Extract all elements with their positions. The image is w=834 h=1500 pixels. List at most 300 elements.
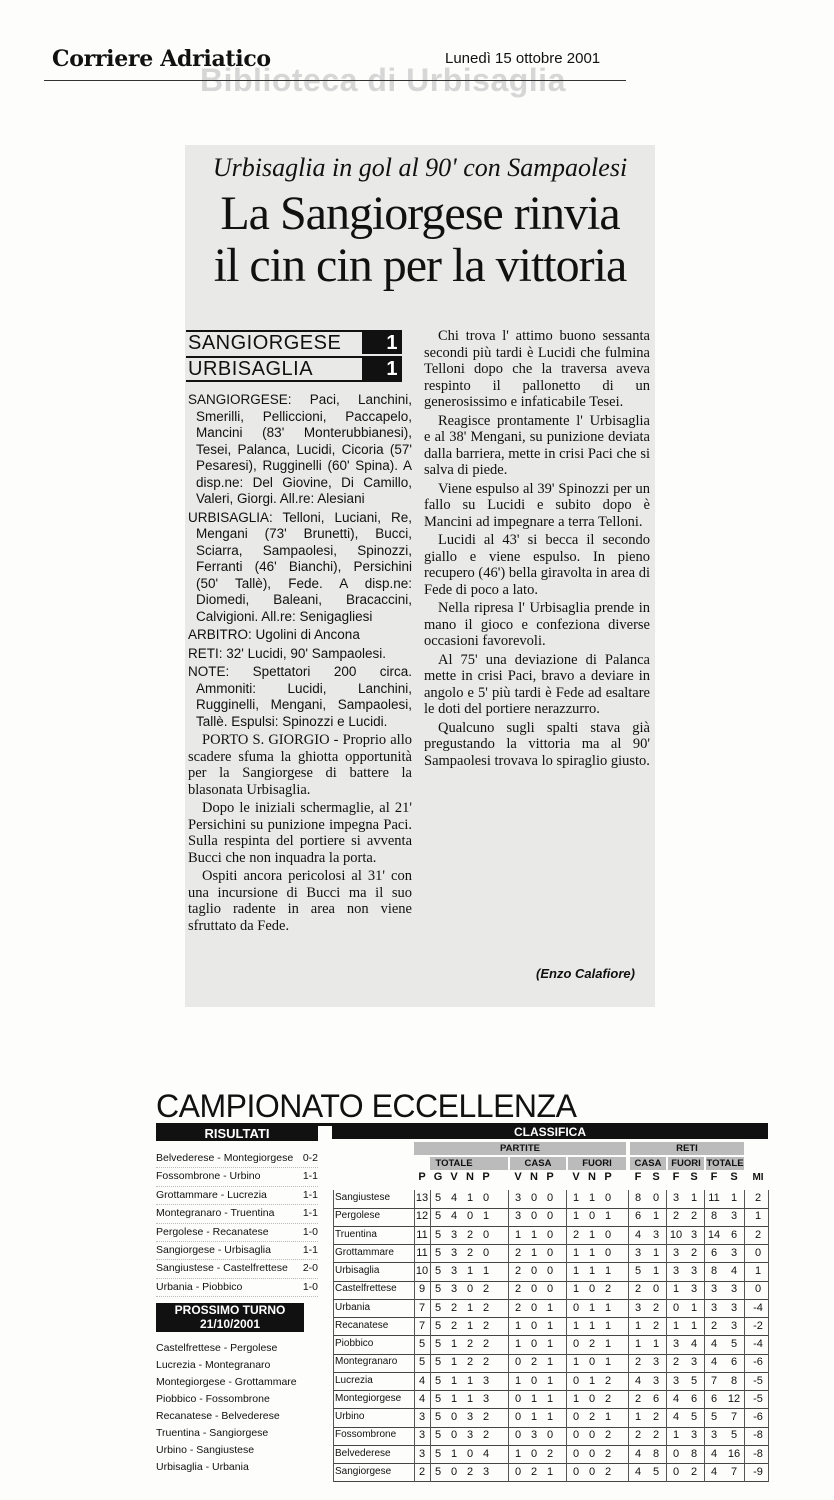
standings-value: 5 (434, 1210, 442, 1223)
next-round-list (156, 1340, 318, 1476)
standings-value: 1 (588, 1301, 596, 1314)
match-referee: ARBITRO: Ugolini di Ancona (188, 627, 360, 642)
standings-value: 1 (588, 1246, 596, 1259)
standings-value: 11 (416, 1228, 428, 1241)
standings-value: 1 (572, 1392, 580, 1405)
standings-value: 0 (588, 1210, 596, 1223)
standings-value: -4 (753, 1301, 763, 1314)
standings-value: 3 (634, 1301, 642, 1314)
column-letter: G (433, 1171, 443, 1183)
standings-value: 3 (652, 1356, 660, 1369)
standings-value: 0 (530, 1210, 538, 1223)
standings-value: 0 (546, 1265, 554, 1277)
home-team-name: SANGIORGESE (188, 332, 342, 354)
standings-value: 0 (514, 1465, 522, 1478)
grid-line (508, 1190, 509, 1482)
standings-value: 0 (572, 1447, 580, 1460)
standings-value: 2 (588, 1338, 596, 1350)
lineup-urbisaglia: URBISAGLIA: Telloni, Luciani, Re, Mengani (73' Brunetti), Bucci, Sciarra, Sampaolesi, Spinozzi, Ferranti (46' Bianchi), Persichini (50' Tallè), Fede. A disp.ne: Diomedi, Baleani, Bracaccini, Calvigioni. All.re: Senigagliesi (188, 509, 412, 624)
article-column-left (188, 392, 412, 936)
standings-value: 1 (450, 1447, 458, 1460)
column-letter: F (710, 1171, 718, 1183)
result-row (156, 1242, 318, 1260)
standings-value: 1 (730, 1192, 738, 1204)
standings-value: 3 (672, 1374, 680, 1387)
result-score: 1-1 (302, 1170, 318, 1183)
standings-value: 3 (482, 1374, 490, 1387)
standings-value: 5 (690, 1411, 698, 1423)
standings-value: 0 (572, 1465, 580, 1478)
article-paragraph: Chi trova l' attimo buono sessanta secondi più tardi è Lucidi che fulmina Telloni dopo che la traversa aveva respinto il pallonetto di un generosissimo e infaticabile Tesei. (424, 328, 650, 410)
standings-value: -8 (753, 1429, 763, 1442)
team-name: Sangiorgese (335, 1465, 392, 1477)
result-row (156, 1224, 318, 1242)
standings-value: 4 (634, 1447, 642, 1460)
library-watermark: Biblioteca di Urbisaglia (200, 62, 566, 98)
standings-value: 4 (710, 1465, 718, 1478)
standings-value: 5 (634, 1265, 642, 1277)
standings-value: 2 (652, 1301, 660, 1314)
reti-fuori-label: FUORI (671, 1158, 701, 1169)
team-name: Truentina (335, 1228, 377, 1240)
standings-value: 2 (530, 1356, 538, 1369)
standings-value: 3 (710, 1429, 718, 1442)
standings-value: 1 (514, 1447, 522, 1460)
standings-value: 0 (546, 1246, 554, 1259)
team-name: Recanatese (335, 1319, 389, 1331)
standings-value: 0 (754, 1246, 762, 1259)
standings-value: 3 (710, 1301, 718, 1314)
standings-value: 2 (466, 1228, 474, 1241)
result-row (156, 1187, 318, 1205)
standings-value: 0 (530, 1319, 538, 1332)
result-match: Sangiustese - Castelfrettese (156, 1262, 288, 1275)
standings-value: -6 (753, 1356, 763, 1369)
standings-value: 0 (450, 1429, 458, 1442)
standings-value: 1 (690, 1301, 698, 1314)
standings-value: 2 (690, 1210, 698, 1223)
standings-value: 2 (482, 1411, 490, 1423)
standings-value: 0 (572, 1429, 580, 1442)
standings-value: 2 (604, 1447, 612, 1460)
column-letter: S (730, 1171, 738, 1183)
column-letter: P (418, 1171, 426, 1183)
standings-value: 0 (530, 1301, 538, 1314)
standings-value: 0 (450, 1465, 458, 1478)
standings-value: 0 (604, 1246, 612, 1259)
grid-line (666, 1190, 667, 1482)
standings-value: 4 (634, 1465, 642, 1478)
standings-value: -2 (753, 1319, 763, 1332)
standings-value: 0 (514, 1411, 522, 1423)
standings-value: 1 (482, 1265, 490, 1277)
standings-value: 2 (672, 1356, 680, 1369)
standings-value: 1 (530, 1392, 538, 1405)
standings-value: 2 (604, 1465, 612, 1478)
reti-totale-label: TOTALE (706, 1158, 744, 1169)
standings-value: 1 (572, 1283, 580, 1296)
standings-value: 1 (754, 1210, 762, 1223)
standings-value: 0 (530, 1374, 538, 1387)
standings-value: 5 (434, 1319, 442, 1332)
standings-value: 1 (604, 1338, 612, 1350)
standings-value: 1 (450, 1374, 458, 1387)
standings-value: 1 (572, 1319, 580, 1332)
standings-value: 0 (588, 1447, 596, 1460)
standings-value: 1 (450, 1338, 458, 1350)
standings-value: 2 (450, 1319, 458, 1332)
grid-line (566, 1190, 567, 1482)
standings-value: 2 (514, 1283, 522, 1296)
standings-value: -5 (753, 1374, 763, 1387)
standings-value: 0 (530, 1192, 538, 1204)
standings-value: 1 (546, 1374, 554, 1387)
standings-value: 5 (730, 1429, 738, 1442)
standings-value: 2 (634, 1283, 642, 1296)
standings-value: 1 (588, 1319, 596, 1332)
standings-value: 3 (418, 1429, 426, 1442)
league-title: CAMPIONATO ECCELLENZA (156, 1088, 577, 1124)
column-letter: S (652, 1171, 660, 1183)
team-name: Fossombrone (335, 1429, 397, 1441)
team-name: Grottammare (335, 1246, 394, 1258)
result-score: 1-1 (302, 1188, 318, 1201)
standings-value: 5 (434, 1192, 442, 1204)
article-paragraph: Ospiti ancora pericolosi al 31' con una incursione di Bucci ma il suo taglio radente in area non viene sfruttato da Fede. (188, 868, 412, 934)
standings-value: 0 (572, 1338, 580, 1350)
masthead-rule (44, 80, 626, 81)
team-name: Montegiorgese (335, 1392, 402, 1404)
standings-value: 7 (730, 1465, 738, 1478)
standings-value: 1 (572, 1265, 580, 1277)
standings-value: 1 (672, 1319, 680, 1332)
grid-line (744, 1190, 745, 1482)
result-score: 0-2 (302, 1152, 318, 1164)
standings-value: 1 (514, 1338, 522, 1350)
column-letter: V (450, 1171, 458, 1183)
standings-value: 1 (604, 1265, 612, 1277)
standings-value: 4 (418, 1374, 426, 1387)
standings-value: 4 (672, 1411, 680, 1423)
standings-value: 4 (450, 1210, 458, 1223)
standings-value: 3 (672, 1246, 680, 1259)
standings-value: 1 (514, 1319, 522, 1332)
standings-value: 3 (450, 1283, 458, 1296)
standings-value: 5 (434, 1447, 442, 1460)
standings-value: 2 (466, 1246, 474, 1259)
standings-value: 4 (730, 1265, 738, 1277)
standings-value: 8 (690, 1447, 698, 1460)
standings-value: 3 (450, 1228, 458, 1241)
standings-value: 1 (634, 1319, 642, 1332)
standings-value: 6 (634, 1210, 642, 1223)
standings-value: 0 (466, 1210, 474, 1223)
result-row (156, 1279, 318, 1297)
standings-header: CLASSIFICA (332, 1126, 768, 1139)
result-match: Urbania - Piobbico (156, 1280, 243, 1293)
column-letter: F (634, 1171, 642, 1183)
standings-value: 2 (466, 1465, 474, 1478)
article-paragraph: Qualcuno sugli spalti stava già pregustando la vittoria ma al 90' Sampaolesi trovava lo spiraglio giusto. (424, 719, 650, 769)
standings-value: 1 (634, 1338, 642, 1350)
totale-label: TOTALE (435, 1158, 473, 1169)
team-name: Montegranaro (335, 1356, 398, 1368)
lineup-sangiorgese: SANGIORGESE: Paci, Lanchini, Smerilli, Pelliccioni, Paccapelo, Mancini (83' Monterubbianesi), Tesei, Palanca, Lucidi, Cicoria (57' Pesaresi), Rugginelli (60' Spina). A disp.ne: Del Giovine, Di Camillo, Valeri, Giorgi. All.re: Alesiani (188, 392, 412, 506)
standings-value: 2 (652, 1319, 660, 1332)
standings-value: 1 (588, 1374, 596, 1387)
standings-value: 1 (466, 1392, 474, 1405)
standings-value: 0 (482, 1228, 490, 1241)
standings-value: 0 (588, 1392, 596, 1405)
result-score: 2-0 (302, 1262, 318, 1275)
standings-value: 6 (730, 1228, 738, 1241)
article-paragraph: Reagisce prontamente l' Urbisaglia e al 38' Mengani, su punizione deviata dalla barriera, mette in crisi Paci che si salva di piede. (424, 412, 650, 478)
standings-value: 5 (434, 1246, 442, 1259)
standings-value: 2 (690, 1465, 698, 1478)
article-kicker: Urbisaglia in gol al 90' con Sampaolesi (212, 153, 628, 182)
standings-value: -4 (753, 1338, 763, 1350)
score-rule (186, 380, 402, 382)
standings-value: 3 (690, 1356, 698, 1369)
standings-value: 4 (710, 1338, 718, 1350)
standings-value: 0 (572, 1411, 580, 1423)
next-round-match: Recanatese - Belvederese (156, 1410, 280, 1422)
standings-value: 1 (604, 1319, 612, 1332)
standings-value: 4 (418, 1392, 426, 1405)
standings-value: 2 (604, 1429, 612, 1442)
reti-label: RETI (676, 1143, 698, 1154)
standings-value: 0 (450, 1411, 458, 1423)
results-header: RISULTATI (156, 1126, 318, 1141)
column-letter: V (514, 1171, 522, 1183)
standings-value: 2 (482, 1319, 490, 1332)
standings-value: 4 (710, 1356, 718, 1369)
standings-value: 1 (572, 1192, 580, 1204)
standings-value: 5 (434, 1283, 442, 1296)
grid-line (430, 1190, 431, 1482)
article-paragraph: Viene espulso al 39' Spinozzi per un fallo su Lucidi e subito dopo è Mancini ad impegnare a terra Telloni. (424, 480, 650, 530)
standings-value: 0 (466, 1283, 474, 1296)
result-row (156, 1150, 318, 1168)
standings-value: 5 (434, 1465, 442, 1478)
standings-value: 9 (418, 1283, 426, 1296)
standings-value: 5 (434, 1228, 442, 1241)
next-round-label: PROSSIMO TURNO (174, 1303, 286, 1317)
standings-value: 1 (652, 1265, 660, 1277)
standings-value: 1 (604, 1301, 612, 1314)
standings-value: 0 (546, 1283, 554, 1296)
standings-value: 2 (530, 1465, 538, 1478)
standings-value: 2 (482, 1301, 490, 1314)
standings-value: 2 (482, 1283, 490, 1296)
result-match: Belvederese - Montegiorgese (156, 1152, 294, 1164)
result-match: Grottammare - Lucrezia (156, 1188, 267, 1201)
standings-value: 1 (604, 1210, 612, 1223)
standings-value: 1 (466, 1265, 474, 1277)
standings-value: 1 (466, 1301, 474, 1314)
standings-value: 2 (652, 1429, 660, 1442)
standings-value: 5 (690, 1374, 698, 1387)
next-round-match: Piobbico - Fossombrone (156, 1393, 270, 1405)
standings-value: 6 (690, 1392, 698, 1405)
standings-value: 4 (690, 1338, 698, 1350)
standings-value: 0 (466, 1447, 474, 1460)
standings-value: 6 (730, 1356, 738, 1369)
standings-value: 2 (514, 1246, 522, 1259)
standings-value: 1 (652, 1210, 660, 1223)
standings-value: 1 (672, 1429, 680, 1442)
column-letter: P (482, 1171, 490, 1183)
standings-value: 4 (634, 1228, 642, 1241)
standings-value: 0 (514, 1392, 522, 1405)
standings-value: 0 (546, 1429, 554, 1442)
standings-value: 5 (434, 1338, 442, 1350)
standings-value: 1 (546, 1338, 554, 1350)
result-match: Montegranaro - Truentina (156, 1207, 275, 1220)
standings-value: 0 (604, 1192, 612, 1204)
result-match: Pergolese - Recanatese (156, 1225, 269, 1238)
grid-line (628, 1190, 629, 1482)
standings-value: 2 (482, 1429, 490, 1442)
column-letter: F (672, 1171, 680, 1183)
standings-value: 0 (588, 1429, 596, 1442)
standings-value: 3 (730, 1301, 738, 1314)
headline-line-2: il cin cin per la vittoria (213, 239, 627, 292)
result-score: 1-0 (302, 1280, 318, 1293)
standings-value: 8 (710, 1265, 718, 1277)
standings-value: 5 (730, 1338, 738, 1350)
results-list (156, 1150, 318, 1297)
standings-value: 2 (466, 1356, 474, 1369)
standings-value: 0 (588, 1465, 596, 1478)
standings-value: 11 (416, 1246, 428, 1259)
standings-value: 7 (730, 1411, 738, 1423)
standings-value: 0 (652, 1192, 660, 1204)
standings-value: 2 (482, 1338, 490, 1350)
standings-value: 1 (530, 1228, 538, 1241)
standings-value: 1 (672, 1283, 680, 1296)
standings-value: 3 (690, 1429, 698, 1442)
standings-value: 6 (710, 1392, 718, 1405)
next-round-header (156, 1303, 304, 1332)
standings-value: 4 (634, 1374, 642, 1387)
home-team-goals: 1 (362, 332, 402, 354)
standings-value: 5 (434, 1374, 442, 1387)
reti-casa-label: CASA (634, 1158, 662, 1169)
standings-value: 3 (690, 1228, 698, 1241)
standings-value: 3 (450, 1265, 458, 1277)
standings-value: 0 (530, 1447, 538, 1460)
standings-value: 12 (415, 1210, 429, 1223)
standings-value: 3 (514, 1192, 522, 1204)
standings-value: 2 (546, 1447, 554, 1460)
standings-value: 0 (672, 1447, 680, 1460)
standings-value: 5 (434, 1392, 442, 1405)
standings-value: 1 (588, 1192, 596, 1204)
standings-value: 1 (652, 1338, 660, 1350)
standings-value: 14 (707, 1228, 721, 1241)
standings-value: 1 (514, 1374, 522, 1387)
article-column-right (424, 328, 650, 771)
standings-value: 1 (588, 1228, 596, 1241)
standings-value: 1 (466, 1374, 474, 1387)
standings-value: 2 (604, 1392, 612, 1405)
standings-value: 0 (546, 1192, 554, 1204)
standings-value: 4 (450, 1192, 458, 1204)
standings-value: 5 (652, 1465, 660, 1478)
standings-value: -8 (753, 1447, 763, 1460)
standings-value: 1 (546, 1356, 554, 1369)
next-round-match: Urbisaglia - Urbania (156, 1461, 249, 1473)
standings-value: 5 (418, 1338, 426, 1350)
standings-value: 1 (604, 1411, 612, 1423)
standings-value: 0 (754, 1283, 762, 1296)
next-round-match: Montegiorgese - Grottammare (156, 1376, 297, 1388)
standings-value: 0 (588, 1283, 596, 1296)
standings-value: 11 (708, 1192, 720, 1204)
standings-value: 0 (530, 1265, 538, 1277)
standings-value: 7 (418, 1319, 426, 1332)
team-name: Lucrezia (335, 1374, 373, 1386)
result-score: 1-1 (302, 1243, 318, 1256)
standings-value: 0 (652, 1283, 660, 1296)
standings-value: 5 (434, 1265, 442, 1277)
next-round-match: Castelfrettese - Pergolese (156, 1342, 278, 1354)
next-round-match: Urbino - Sangiustese (156, 1444, 255, 1456)
standings-value: 0 (672, 1465, 680, 1478)
standings-value: 3 (514, 1210, 522, 1223)
standings-value: 3 (730, 1246, 738, 1259)
partite-label: PARTITE (500, 1143, 540, 1154)
column-letter: N (588, 1171, 596, 1183)
mi-label: MI (752, 1172, 764, 1183)
standings-value: 12 (727, 1392, 741, 1405)
standings-value: 0 (572, 1301, 580, 1314)
team-name: Belvederese (335, 1447, 391, 1459)
standings-value: 2 (634, 1392, 642, 1405)
article-paragraph: Al 75' una deviazione di Palanca mette in crisi Paci, bravo a deviare in angolo e 5' più tardi è Fede ad esaltare le doti del portiere nerazzurro. (424, 651, 650, 717)
standings-value: 1 (634, 1411, 642, 1423)
grid-line (414, 1190, 415, 1482)
standings-value: -5 (753, 1392, 763, 1405)
standings-value: 5 (710, 1411, 718, 1423)
standings-value: 8 (710, 1210, 718, 1223)
standings-value: 2 (634, 1429, 642, 1442)
standings-value: 0 (546, 1210, 554, 1223)
standings-value: -6 (753, 1411, 763, 1423)
standings-value: 1 (652, 1246, 660, 1259)
next-round-match: Truentina - Sangiorgese (156, 1427, 269, 1439)
standings-value: 1 (572, 1210, 580, 1223)
standings-value: 1 (530, 1246, 538, 1259)
column-letter: N (530, 1171, 538, 1183)
standings-value: 2 (710, 1319, 718, 1332)
standings-value: 1 (450, 1392, 458, 1405)
away-team-name: URBISAGLIA (188, 358, 314, 380)
standings-value: 2 (482, 1356, 490, 1369)
standings-value: 2 (690, 1246, 698, 1259)
standings-value: 3 (418, 1411, 426, 1423)
result-match: Fossombrone - Urbino (156, 1170, 261, 1183)
standings-value: 0 (672, 1301, 680, 1314)
standings-value: 3 (690, 1283, 698, 1296)
standings-value: 3 (652, 1228, 660, 1241)
standings-value: 3 (672, 1338, 680, 1350)
standings-value: 1 (754, 1265, 762, 1277)
standings-value: 0 (514, 1356, 522, 1369)
standings-value: 1 (546, 1319, 554, 1332)
standings-value: 0 (546, 1228, 554, 1241)
